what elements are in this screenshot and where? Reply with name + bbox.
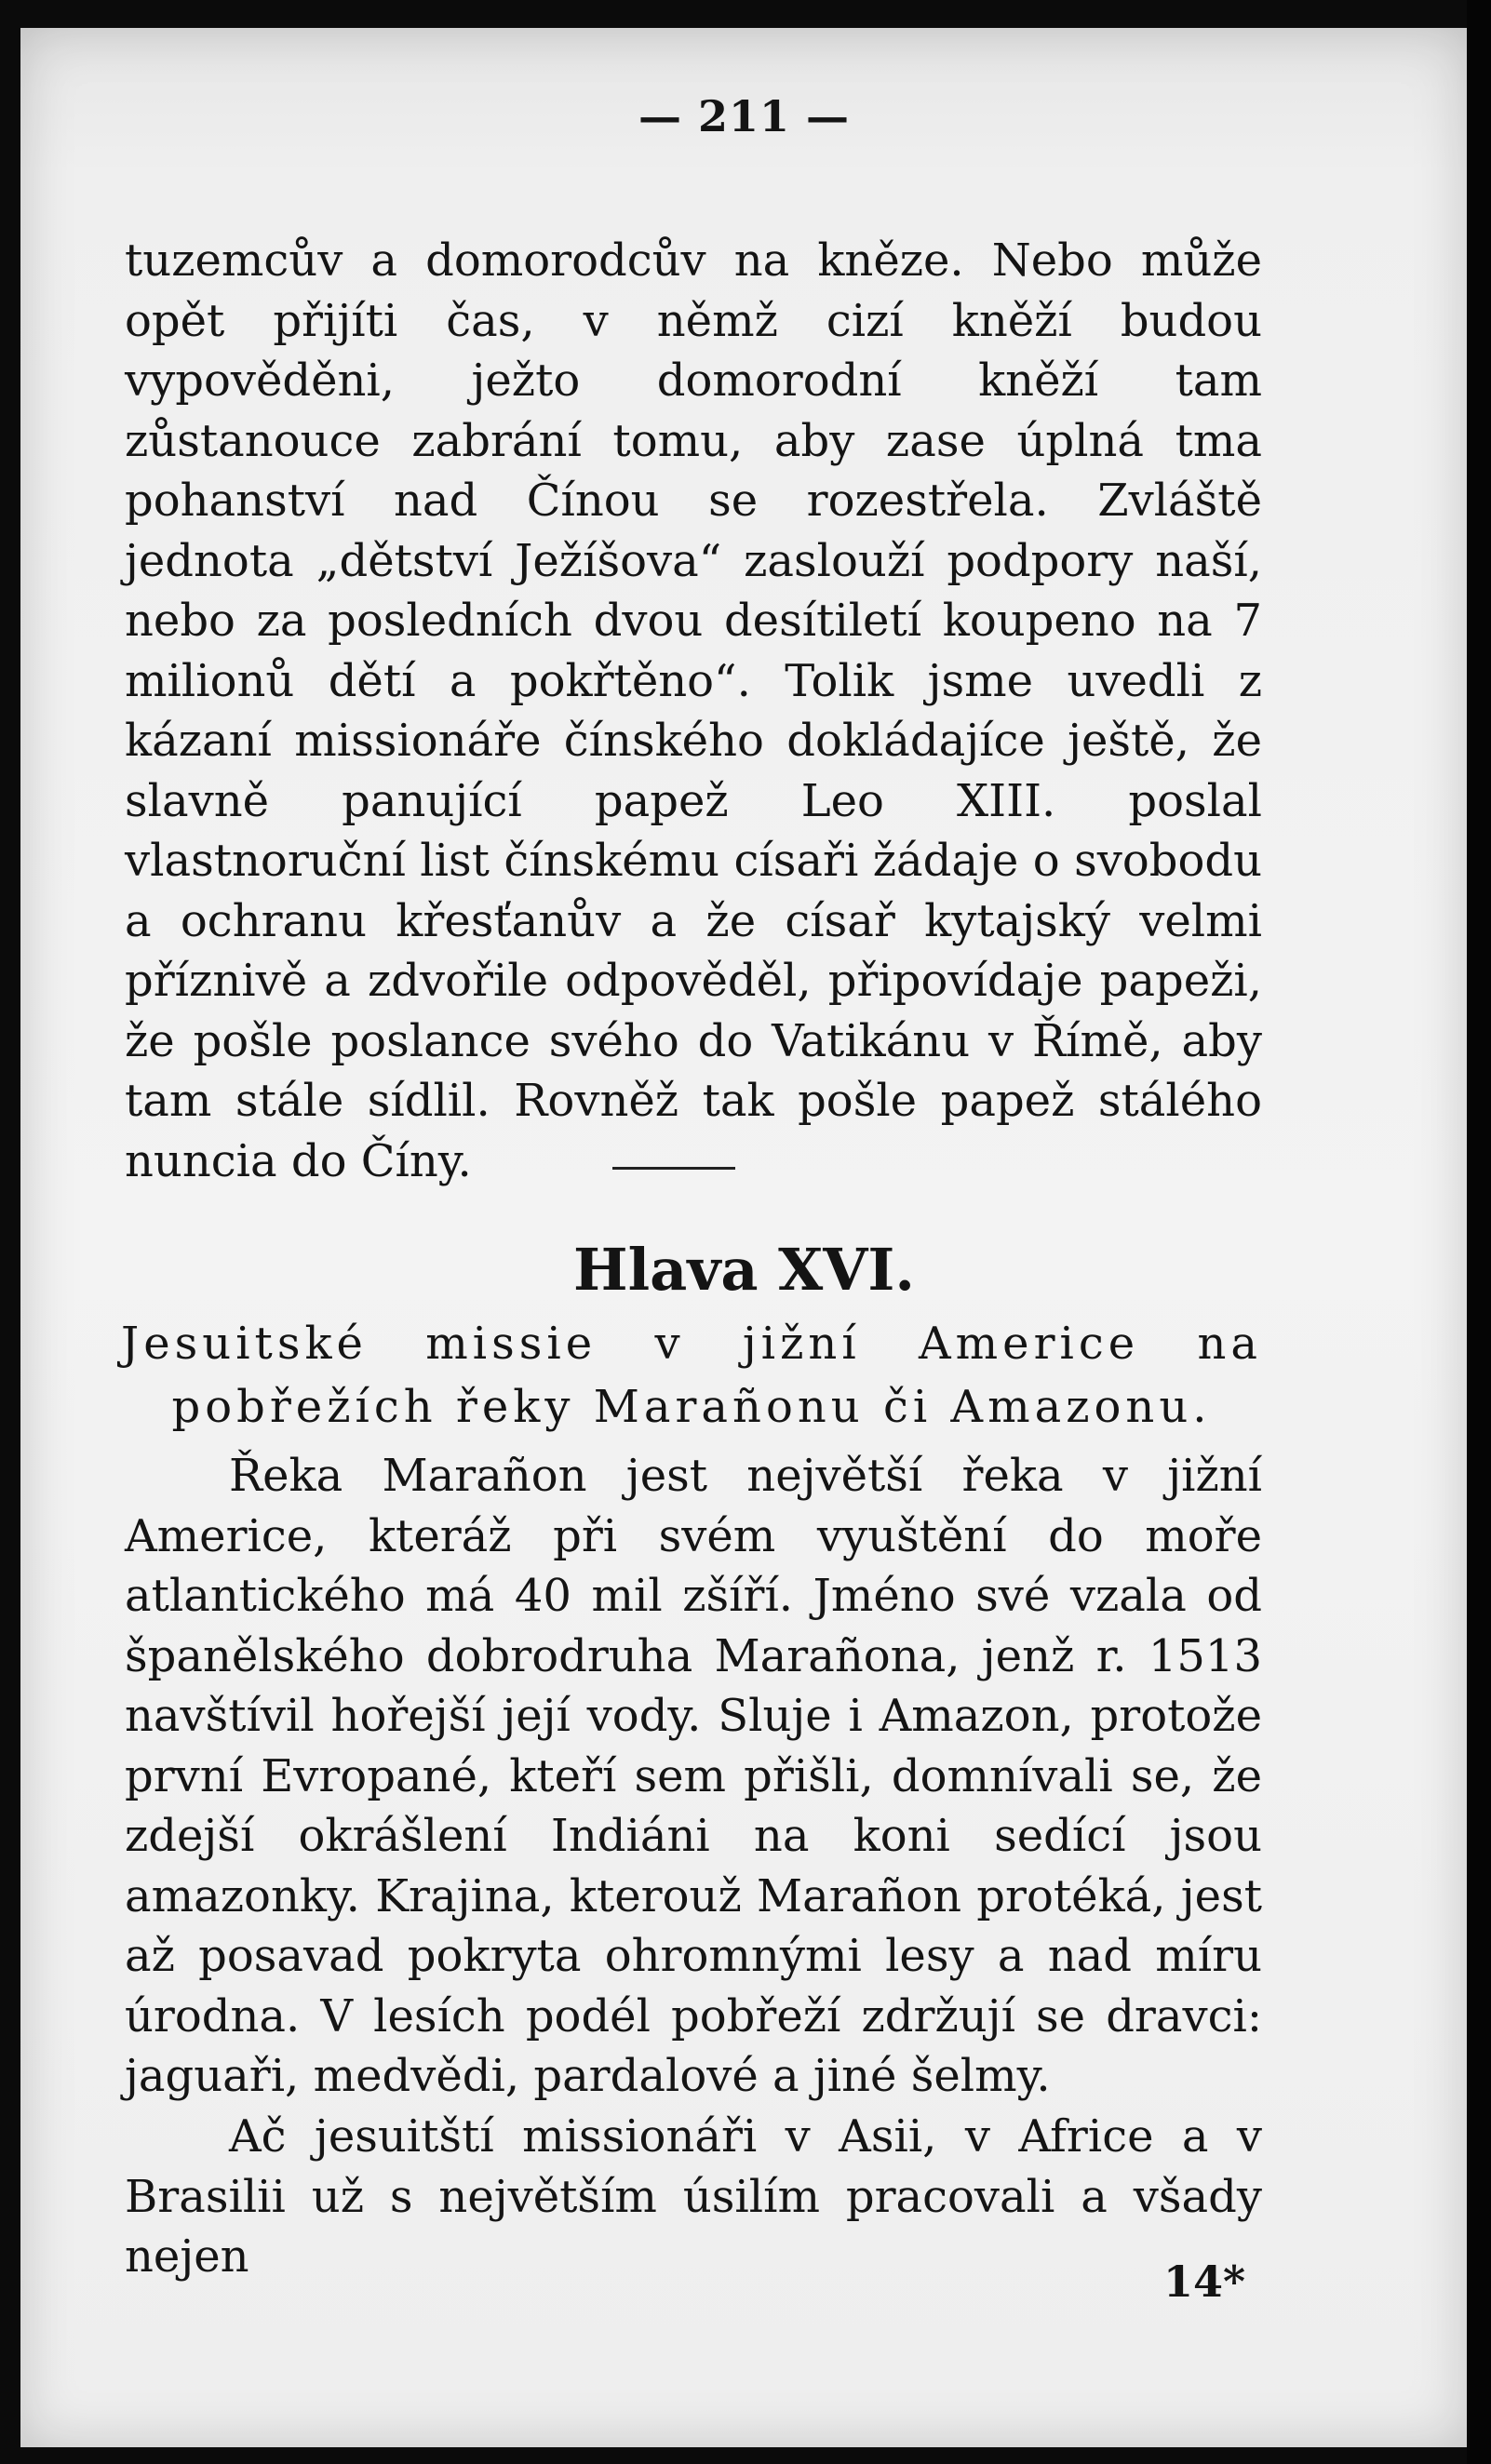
chapter-subtitle: Jesuitské missie v jižní Americe na pobřežích řeky Marañonu či Amazonu. bbox=[121, 1318, 1262, 1433]
chapter-title: Hlava XVI. bbox=[573, 1236, 915, 1304]
signature-mark: 14* bbox=[1163, 2256, 1246, 2307]
page-number: — 211 — bbox=[638, 91, 851, 141]
paragraph-missionaries: Ač jesuitští missionáři v Asii, v Africe a v Brasilii už s největším úsilím pracovali a všady nejen bbox=[125, 2110, 1262, 2283]
scan-edge bbox=[1467, 0, 1491, 2464]
paragraph-marañon: Řeka Marañon jest největší řeka v jižní Americe, kteráž při svém vyuštění do moře atlantického má 40 mil zšíří. Jméno své vzala od španělského dobrodruha Marañona, jenž r. 1513 navštívil hořejší její vody. Sluje i Amazon, protože první Evropané, kteří sem přišli, domnívali se, že zdejší okrášlení Indiáni na koni sedící jsou amazonky. Krajina, kterouž Marañon protéká, jest až posavad pokryta ohromnými lesy a nad míru úrodna. V lesích podél pobřeží zdržují se dravci: jaguaři, medvědi, pardalové a jiné šelmy. bbox=[125, 1450, 1262, 2102]
paragraph-continuation: tuzemcův a domorodcův na kněze. Nebo může opět přijíti čas, v němž cizí kněží budou vypověděni, ježto domorodní kněží tam zůstanouce zabrání tomu, aby zase úplná tma pohanství nad Čínou se rozestřela. Zvláště jednota „dětství Ježíšova“ zaslouží podpory naší, nebo za posledních dvou desítiletí koupeno na 7 milionů dětí a pokřtěno“. Tolik jsme uvedli z kázaní missionáře čínského dokládajíce ještě, že slavně panující papež Leo XIII. poslal vlastnoruční list čínskému císaři žádaje o svobodu a ochranu křesťanův a že císař kytajský velmi příznivě a zdvořile odpověděl, připovídaje papeži, že pošle poslance svého do Vatikánu v Římě, aby tam stále sídlil. Rovněž tak pošle papež stálého nuncia do Číny. bbox=[125, 234, 1262, 1187]
section-divider bbox=[612, 1167, 735, 1170]
book-page bbox=[20, 28, 1468, 2447]
